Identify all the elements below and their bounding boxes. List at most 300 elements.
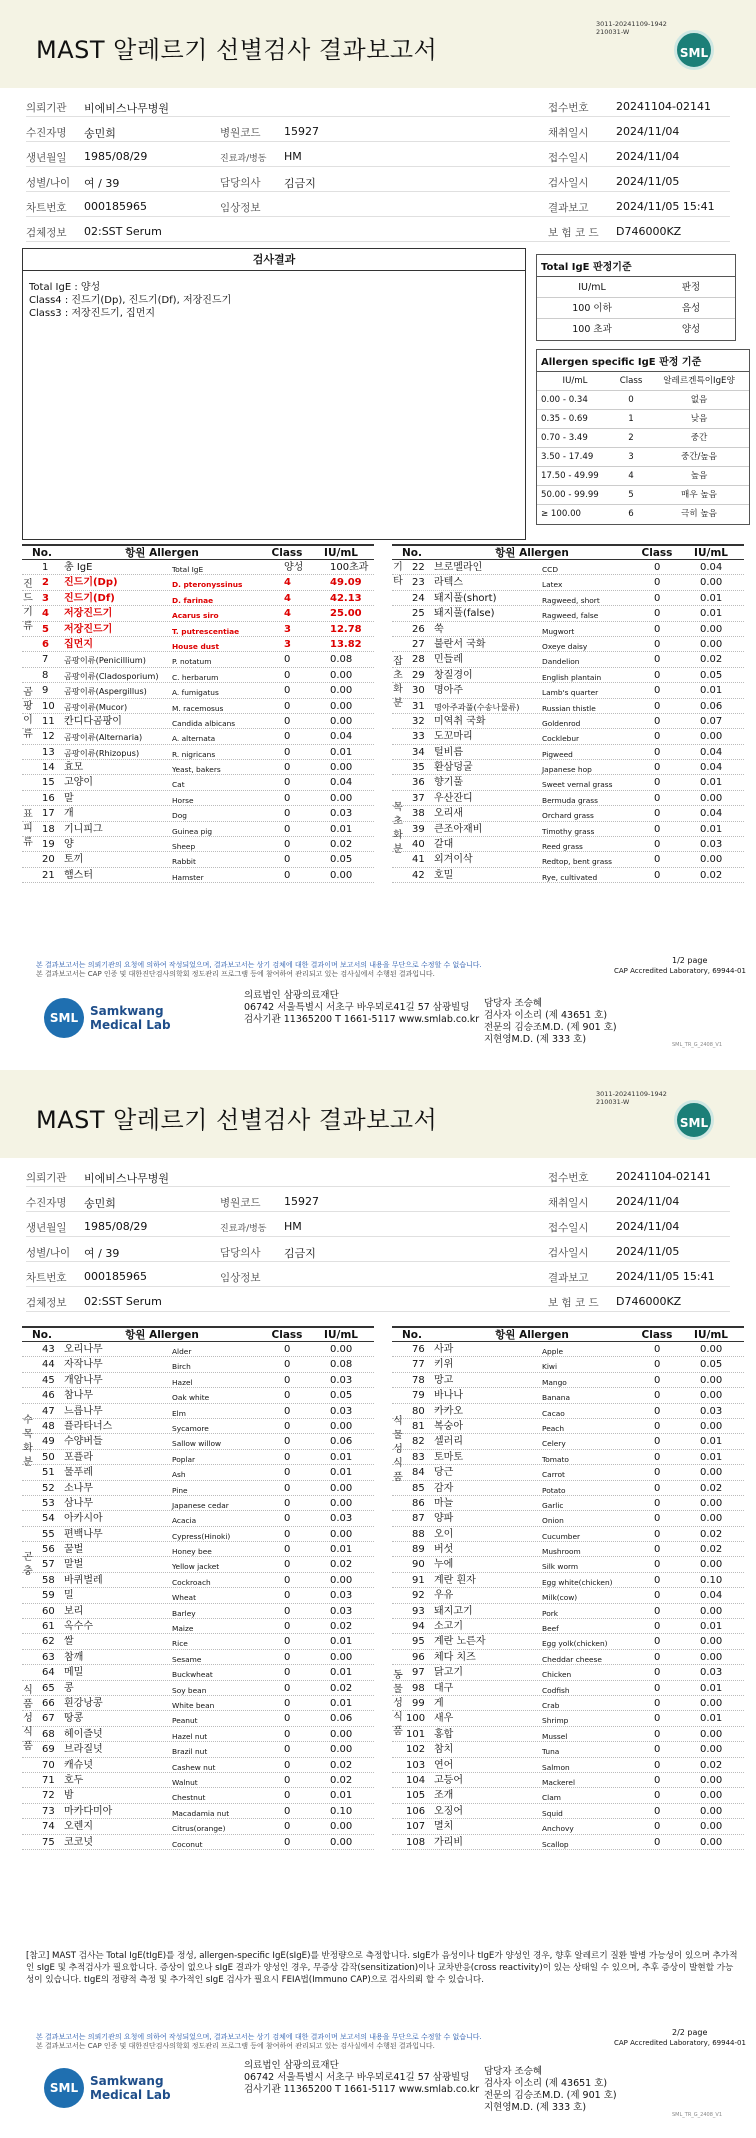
allergen-en: Celery [542,1439,566,1449]
allergen-value: 0.00 [330,1344,353,1355]
allergen-row [22,745,374,760]
specific-ige-heading: Allergen specific IgE 판정 기준 [537,350,749,372]
allergen-no: 88 [412,1528,425,1540]
address-line: 검사기관 11365200 T 1661-5117 www.smlab.co.kr [244,2084,480,2095]
allergen-no: 24 [412,592,425,604]
allergen-row [22,791,374,806]
category-char: 성 [393,1443,403,1455]
allergen-kr: 메밀 [64,1667,84,1679]
allergen-row [392,1557,744,1572]
allergen-class: 0 [284,1344,291,1355]
allergen-class: 0 [654,762,661,774]
allergen-kr: 털비름 [434,746,463,758]
col-unit: IU/mL [324,547,358,559]
category-char: 식 [393,1711,403,1723]
allergen-no: 67 [42,1713,55,1725]
allergen-kr: 망고 [434,1374,454,1386]
allergen-value: 0.05 [330,1390,353,1402]
allergen-row [22,1496,374,1511]
allergen-en: Carrot [542,1470,565,1480]
allergen-en: Total IgE [172,565,204,574]
allergen-value: 0.00 [330,669,353,681]
allergen-value: 0.03 [700,1405,723,1417]
allergen-value: 0.03 [330,1374,353,1386]
info-row [26,96,730,117]
report-code: 3011-20241109-1942 210031-W [596,1090,667,1106]
class-cell: 2 [628,433,634,443]
allergen-en: T. putrescentiae [172,626,240,636]
allergen-no: 45 [42,1374,55,1386]
allergen-class: 0 [654,1544,661,1556]
allergen-en: Pine [172,1485,188,1495]
category-label [20,1588,36,1850]
allergen-class: 4 [284,608,291,620]
allergen-row [22,1650,374,1665]
allergen-en: Dandelion [542,657,580,667]
allergen-class: 0 [284,823,291,835]
allergen-en: Maize [172,1624,194,1634]
category-char: 드 [23,593,33,605]
birth-label: 생년월일 [26,152,67,164]
allergen-value: 0.02 [330,1621,353,1633]
allergen-no: 25 [412,608,425,620]
allergen-class: 0 [654,808,661,820]
allergen-class: 0 [284,1651,291,1663]
allergen-value: 0.03 [700,1667,723,1679]
allergen-kr: 꿀벌 [64,1544,84,1556]
insurance-label: 보 험 코 드 [548,227,599,239]
allergen-en: Acacia [172,1516,197,1526]
level-cell: 중간 [690,433,708,443]
allergen-row [392,1542,744,1557]
info-row [26,1291,730,1312]
allergen-value: 0.00 [700,1651,723,1663]
allergen-no: 1 [42,562,49,573]
allergen-kr: 포플라 [64,1451,93,1463]
allergen-row [392,1758,744,1773]
allergen-row [392,1650,744,1665]
allergen-row [392,1588,744,1603]
allergen-value: 0.06 [330,1436,353,1448]
allergen-class: 0 [284,1405,291,1417]
allergen-row [392,1604,744,1619]
allergen-kr: 우유 [434,1590,454,1602]
signature-line: 지현영M.D. (제 333 호) [484,1034,587,1045]
allergen-value: 0.05 [700,669,723,681]
allergen-en: Sesame [172,1654,202,1664]
allergen-row [22,699,374,714]
allergen-no: 91 [412,1574,425,1586]
allergen-row [22,652,374,667]
allergen-en: Garlic [542,1500,564,1510]
allergen-kr: 호두 [64,1774,84,1786]
allergen-row [392,699,744,714]
chart: 000185965 [84,200,147,213]
allergen-kr: 오이 [434,1528,454,1540]
allergen-kr: 체다 치즈 [434,1651,476,1663]
allergen-value: 0.00 [330,1836,353,1848]
range-cell: 17.50 - 49.99 [541,471,599,481]
allergen-value: 0.01 [700,1451,723,1463]
criteria-row [537,391,749,410]
allergen-value: 0.04 [700,762,723,774]
chart: 000185965 [84,1270,147,1283]
allergen-row [22,1557,374,1572]
allergen-class: 0 [284,839,291,851]
test: 2024/11/05 [616,175,680,188]
allergen-no: 80 [412,1405,425,1417]
allergen-row [22,1542,374,1557]
allergen-value: 0.02 [700,1544,723,1556]
allergen-class: 0 [284,1759,291,1771]
allergen-en: Salmon [542,1762,570,1772]
allergen-value: 0.00 [330,685,353,697]
allergen-value: 0.00 [700,1805,723,1817]
allergen-en: Ragweed, short [542,595,600,605]
allergen-en: A. fumigatus [172,688,219,698]
allergen-en: Mackerel [542,1777,576,1787]
allergen-class: 0 [654,1390,661,1402]
allergen-kr: 외겨이삭 [434,854,473,866]
signature-line: 검사자 이소리 (제 43651 호) [484,2078,608,2089]
allergen-no: 49 [42,1436,55,1448]
result-heading: 검사결과 [23,249,525,271]
allergen-kr: 브로멜라인 [434,562,483,573]
col-allergen: 항원 Allergen [495,1329,569,1341]
allergen-en: Horse [172,795,194,805]
specimen-label: 검체정보 [26,1297,67,1309]
allergen-row [22,1773,374,1788]
allergen-kr: 곰팡이류(Rhizopus) [64,747,140,758]
allergen-table-header [392,1326,744,1342]
allergen-value: 0.00 [330,1821,353,1833]
allergen-no: 3 [42,592,49,604]
allergen-row [22,622,374,637]
allergen-class: 0 [654,562,661,573]
allergen-en: Scallop [542,1839,569,1849]
allergen-no: 90 [412,1559,425,1571]
col-allergen: 항원 Allergen [125,547,199,559]
category-char: 류 [23,621,33,633]
patient: 송민희 [84,127,116,140]
allergen-class: 0 [284,1744,291,1756]
signature-line: 담당자 조승혜 [484,998,543,1009]
category-char: 분 [393,844,403,856]
allergen-no: 21 [42,869,55,881]
specimen-label: 검체정보 [26,227,67,239]
allergen-value: 0.01 [330,1790,353,1802]
allergen-value: 0.00 [700,1790,723,1802]
allergen-kr: 버섯 [434,1544,454,1556]
allergen-class: 0 [654,1467,661,1479]
category-char: 류 [23,728,33,740]
allergen-no: 71 [42,1774,55,1786]
allergen-kr: 마늘 [434,1497,454,1509]
allergen-no: 9 [42,685,49,697]
lab-address [244,2060,479,2096]
allergen-row [22,637,374,652]
allergen-value: 0.01 [330,1697,353,1709]
allergen-row [392,1773,744,1788]
allergen-kr: 브라질넛 [64,1744,103,1756]
lab-logo [44,2068,174,2112]
allergen-value: 0.02 [700,1528,723,1540]
allergen-value: 0.00 [700,1774,723,1786]
col-header: IU/mL [578,282,606,293]
allergen-class: 0 [654,854,661,866]
allergen-class: 0 [654,1451,661,1463]
allergen-kr: 토마토 [434,1451,463,1463]
allergen-en: Coconut [172,1839,203,1849]
hospcode: 15927 [284,125,319,138]
dept: HM [284,150,302,163]
allergen-no: 19 [42,839,55,851]
allergen-kr: 곰팡이류(Mucor) [64,701,128,712]
allergen-class: 0 [654,685,661,697]
reference-note: [참고] MAST 검사는 Total IgE(tIgE)를 정성, allergen-specific IgE(sIgE)를 반정량으로 측정합니다. sIgE가 음성이나 tIgE가 양성인 경우, 향후 알레르기 질환 발병 가능성이 있으며 추가적인 sIgE 및 추적검사가 필요합니다. 증상이 없으나 sIgE 결과가 양성인 경우, 무증상 감작(sensitization)이나 교차반응(cross reactivity)이 있는 상태일 수 있으며, 추후 증상이 발현할 가능성이 있습니다. tIgE의 정량적 측정 및 추가적인 sIgE 검사가 필요시 FEIA법(Immuno CAP)으로 검사의뢰 할 수 있습니다. [26,1951,738,1985]
allergen-kr: 복숭아 [434,1420,463,1432]
category-char: 수 [23,1415,33,1427]
receive: 2024/11/04 [616,1220,680,1233]
allergen-kr: 라텍스 [434,577,463,589]
allergen-no: 61 [42,1621,55,1633]
allergen-class: 0 [654,792,661,804]
allergen-value: 0.00 [700,1513,723,1525]
patient-label: 수진자명 [26,127,67,139]
allergen-kr: 기니피그 [64,823,103,835]
allergen-row [392,1481,744,1496]
allergen-class: 0 [284,1728,291,1740]
allergen-no: 62 [42,1636,55,1648]
allergen-row [22,1342,374,1357]
allergen-no: 98 [412,1682,425,1694]
allergen-no: 13 [42,746,55,758]
allergen-en: Tomato [542,1454,569,1464]
allergen-class: 0 [284,808,291,820]
category-char: 초 [393,816,403,828]
allergen-kr: 느릅나무 [64,1405,103,1417]
allergen-class: 0 [284,1513,291,1525]
allergen-no: 42 [412,869,425,881]
allergen-value: 0.00 [700,1497,723,1509]
lab-name-line: Medical Lab [90,1018,171,1032]
clinical-label: 임상정보 [220,1272,261,1284]
allergen-en: Elm [172,1408,186,1418]
allergen-no: 33 [412,731,425,743]
allergen-class: 0 [284,1390,291,1402]
allergen-en: Rye, cultivated [542,872,598,882]
allergen-en: Russian thistle [542,703,596,713]
allergen-class: 0 [654,715,661,727]
class-cell: 4 [628,471,634,481]
allergen-value: 0.04 [330,777,353,789]
allergen-no: 89 [412,1544,425,1556]
info-row [26,1241,730,1262]
report-label: 결과보고 [548,1272,589,1284]
allergen-kr: 도꼬마리 [434,731,473,743]
allergen-no: 59 [42,1590,55,1602]
allergen-no: 53 [42,1497,55,1509]
sexage-label: 성별/나이 [26,1247,71,1259]
receive-label: 접수일시 [548,1222,589,1234]
allergen-en: Sallow willow [172,1439,222,1449]
allergen-class: 0 [654,1574,661,1586]
allergen-no: 103 [406,1759,426,1771]
allergen-class: 0 [654,1605,661,1617]
allergen-no: 28 [412,654,425,666]
allergen-row [392,1727,744,1742]
allergen-kr: 칸디다곰팡이 [64,715,122,727]
allergen-row [22,760,374,775]
allergen-kr: 갈대 [434,839,454,851]
allergen-row [22,575,374,590]
signatures [484,998,617,1046]
category-char: 잡 [393,656,403,668]
allergen-class: 0 [284,1528,291,1540]
allergen-row [392,1665,744,1680]
allergen-en: Japanese cedar [172,1500,229,1510]
category-char: 목 [393,802,403,814]
allergen-row [22,1665,374,1680]
allergen-class: 0 [284,854,291,866]
allergen-no: 106 [406,1805,426,1817]
form-code: SML_TR_G_2408_V1 [672,2112,723,2118]
allergen-kr: 연어 [434,1759,454,1771]
specific-ige-table [536,349,750,525]
level-cell: 중간/높음 [680,452,718,462]
allergen-value: 0.02 [330,1559,353,1571]
allergen-row [22,560,374,575]
allergen-no: 60 [42,1605,55,1617]
allergen-no: 64 [42,1667,55,1679]
allergen-class: 0 [284,1636,291,1648]
report-page-1 [0,0,756,1066]
allergen-kr: 환삼덩굴 [434,762,473,774]
allergen-no: 29 [412,669,425,681]
allergen-value: 0.00 [330,1744,353,1756]
allergen-en: M. racemosus [172,703,224,713]
allergen-en: Birch [172,1362,191,1372]
footer-note: 본 결과보고서는 CAP 인증 및 대한진단검사의학회 정도관리 프로그램 등에 참여하여 관리되고 있는 검사실에서 수행된 결과입니다. [36,970,435,978]
allergen-no: 57 [42,1559,55,1571]
allergen-row [22,1527,374,1542]
allergen-class: 0 [284,1451,291,1463]
allergen-kr: 곰팡이류(Aspergillus) [64,686,147,697]
signature-line: 전문의 김승조M.D. (제 901 호) [484,1022,617,1033]
range-cell: ≥ 100.00 [541,509,582,519]
allergen-en: Cockroach [172,1577,211,1587]
hospcode-label: 병원코드 [220,127,261,139]
allergen-en: White bean [172,1700,215,1710]
category-label [390,1342,406,1558]
allergen-row [22,1788,374,1803]
allergen-table-left [22,544,374,883]
allergen-no: 54 [42,1513,55,1525]
allergen-class: 0 [654,1821,661,1833]
ige-criteria [536,254,750,538]
allergen-row [22,1357,374,1372]
allergen-row [392,1619,744,1634]
allergen-no: 70 [42,1759,55,1771]
lab-name [90,2074,171,2102]
allergen-en: A. alternata [172,734,216,744]
allergen-kr: 말 [64,792,74,804]
allergen-value: 0.05 [700,1359,723,1371]
allergen-kr: 토끼 [64,854,84,866]
lab-name-line: Medical Lab [90,2088,171,2102]
allergen-en: Sweet vernal grass [542,780,613,790]
allergen-en: Rabbit [172,857,196,867]
chart-label: 차트번호 [26,202,67,214]
allergen-en: Shrimp [542,1716,569,1726]
allergen-value: 0.01 [330,1451,353,1463]
allergen-kr: 양 [64,839,74,851]
receipt-label: 접수번호 [548,102,589,114]
allergen-no: 104 [406,1774,426,1786]
allergen-row [392,1711,744,1726]
category-char: 식 [393,1415,403,1427]
allergen-no: 37 [412,792,425,804]
allergen-en: Soy bean [172,1685,207,1695]
col-class: Class [641,547,673,559]
allergen-value: 0.03 [330,808,353,820]
allergen-no: 83 [412,1451,425,1463]
category-char: 기 [393,562,403,574]
test: 2024/11/05 [616,1245,680,1258]
allergen-kr: 소나무 [64,1482,93,1494]
level-cell: 낮음 [690,414,708,424]
sml-logo: SML [674,1100,714,1140]
hospcode: 15927 [284,1195,319,1208]
allergen-en: C. herbarum [172,672,219,682]
institution: 비에비스나무병원 [84,1172,170,1185]
allergen-no: 11 [42,715,55,727]
allergen-no: 77 [412,1359,425,1371]
cell: 음성 [681,303,701,314]
allergen-row [392,1634,744,1649]
allergen-class: 0 [284,1559,291,1571]
allergen-row [392,1496,744,1511]
allergen-no: 39 [412,823,425,835]
allergen-en: Brazil nut [172,1747,208,1757]
allergen-en: P. notatum [172,657,212,667]
allergen-en: Alder [172,1347,192,1356]
allergen-kr: 저장진드기 [64,608,113,620]
col-header: 알레르겐특이IgE양 [663,376,735,386]
allergen-class: 0 [284,1774,291,1786]
allergen-kr: 바퀴벌레 [64,1574,103,1586]
allergen-value: 0.01 [330,1467,353,1479]
allergen-no: 2 [42,577,49,589]
lab-logo-mark: SML [44,998,84,1038]
allergen-value: 0.00 [330,700,353,712]
allergen-value: 0.00 [700,1744,723,1756]
allergen-row [22,1481,374,1496]
allergen-class: 0 [284,746,291,758]
allergen-kr: 계란 노른자 [434,1636,486,1648]
allergen-table-header [392,544,744,560]
cell: 양성 [681,324,701,335]
allergen-row [392,637,744,652]
allergen-row [22,668,374,683]
allergen-en: Anchovy [542,1824,574,1834]
allergen-value: 0.00 [700,1374,723,1386]
allergen-class: 3 [284,638,291,650]
allergen-class: 0 [654,839,661,851]
allergen-row [392,1357,744,1372]
col-unit: IU/mL [694,547,728,559]
allergen-class: 0 [654,654,661,666]
